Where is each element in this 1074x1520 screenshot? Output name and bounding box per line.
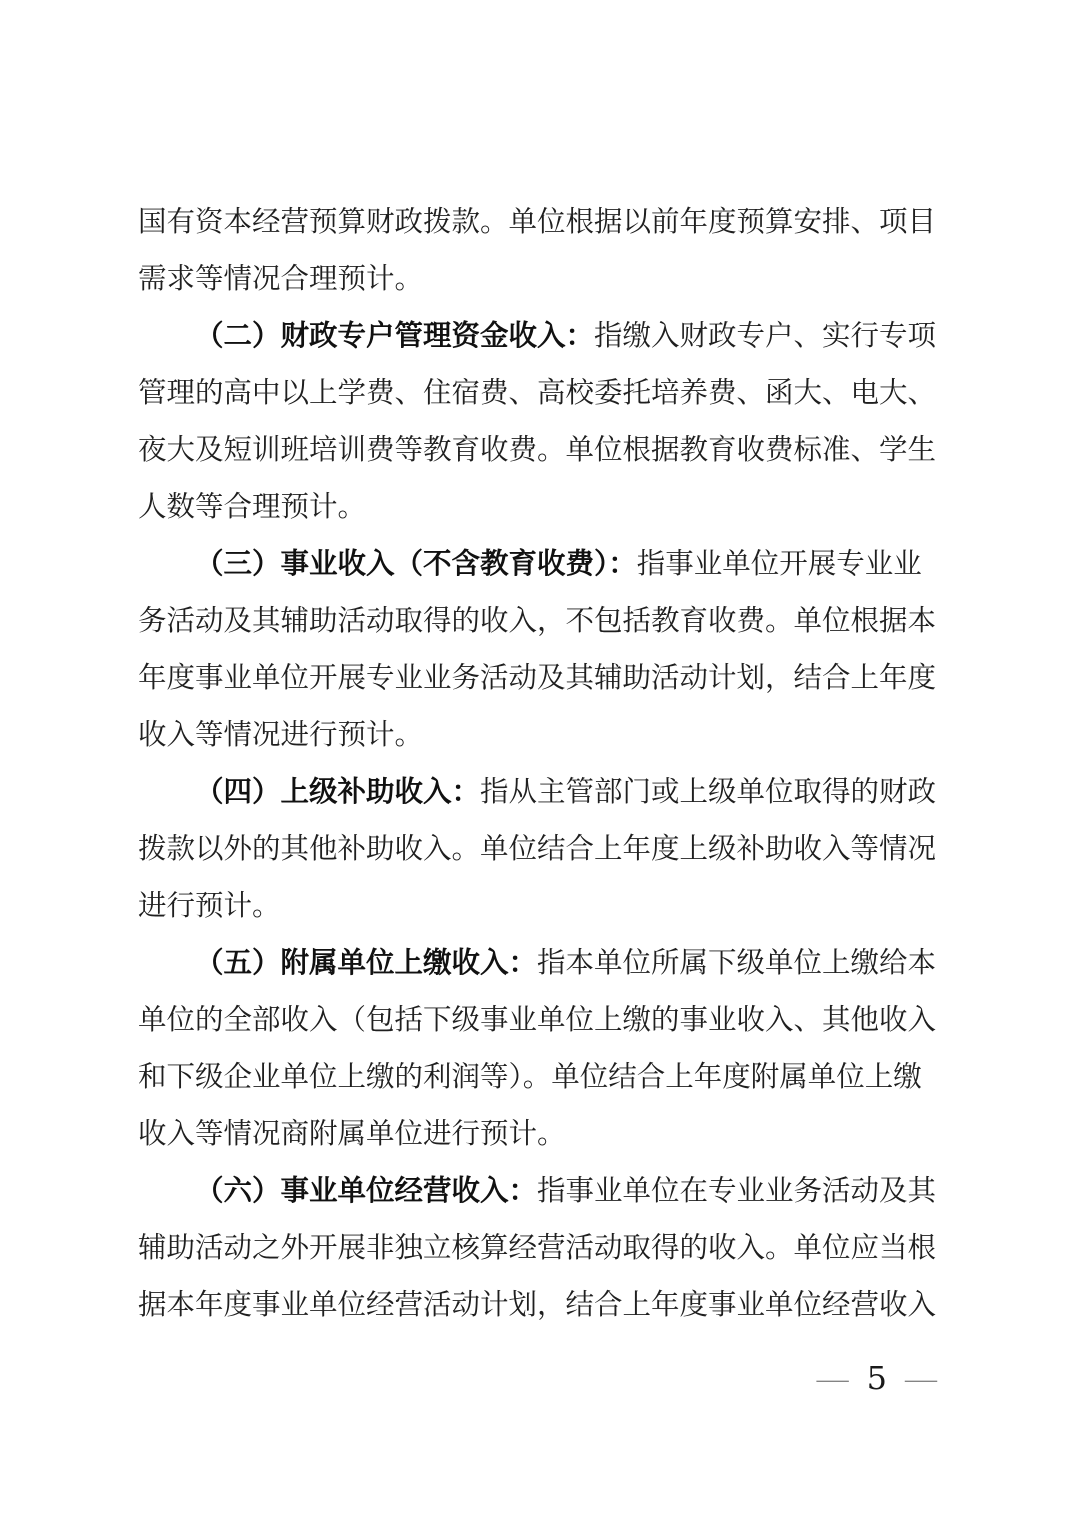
text-line: 夜大及短训班培训费等教育收费。单位根据教育收费标准、学生 [138, 435, 937, 466]
text-line: 单位的全部收入（包括下级事业单位上缴的事业收入、其他收入 [138, 1005, 937, 1036]
paragraph-heading: （六）事业单位经营收入： [195, 1176, 538, 1207]
paragraph-heading: （四）上级补助收入： [195, 777, 481, 808]
text-line: 国有资本经营预算财政拨款。单位根据以前年度预算安排、项目 [138, 207, 937, 238]
text-line: （四）上级补助收入：指从主管部门或上级单位取得的财政 [195, 777, 937, 808]
paragraph-heading: （五）附属单位上缴收入： [195, 948, 538, 979]
text-line: 辅助活动之外开展非独立核算经营活动取得的收入。单位应当根 [138, 1233, 937, 1264]
text-line: 和下级企业单位上缴的利润等）。单位结合上年度附属单位上缴 [138, 1062, 922, 1093]
paragraph-heading: （二）财政专户管理资金收入： [195, 321, 595, 352]
paragraph [138, 764, 936, 935]
paragraph [138, 935, 936, 1163]
text-line: 年度事业单位开展专业业务活动及其辅助活动计划，结合上年度 [138, 663, 937, 694]
document-body [138, 194, 936, 1334]
text-line: 管理的高中以上学费、住宿费、高校委托培养费、函大、电大、 [138, 378, 937, 409]
paragraph [138, 1163, 936, 1334]
paragraph [138, 308, 936, 536]
text-line: 据本年度事业单位经营活动计划，结合上年度事业单位经营收入 [138, 1290, 937, 1321]
text-line: 拨款以外的其他补助收入。单位结合上年度上级补助收入等情况 [138, 834, 937, 865]
text-line: 收入等情况进行预计。 [138, 720, 424, 751]
text-line: 需求等情况合理预计。 [138, 264, 424, 295]
page-footer [817, 1358, 937, 1398]
paragraph-heading: （三）事业收入（不含教育收费）： [195, 549, 637, 580]
text-line: （二）财政专户管理资金收入：指缴入财政专户、实行专项 [195, 321, 937, 352]
text-line: 进行预计。 [138, 891, 281, 922]
text-line: 收入等情况商附属单位进行预计。 [138, 1119, 566, 1150]
text-line: （三）事业收入（不含教育收费）：指事业单位开展专业业 [195, 549, 922, 580]
text-line: （五）附属单位上缴收入：指本单位所属下级单位上缴给本 [195, 948, 937, 979]
footer-dash-left: — [816, 1361, 849, 1395]
text-line: 务活动及其辅助活动取得的收入，不包括教育收费。单位根据本 [138, 606, 937, 637]
text-line: 人数等合理预计。 [138, 492, 367, 523]
paragraph [138, 194, 936, 308]
page-number: 5 [866, 1359, 887, 1397]
text-line: （六）事业单位经营收入：指事业单位在专业业务活动及其 [195, 1176, 937, 1207]
paragraph [138, 536, 936, 764]
footer-dash-right: — [905, 1361, 937, 1395]
